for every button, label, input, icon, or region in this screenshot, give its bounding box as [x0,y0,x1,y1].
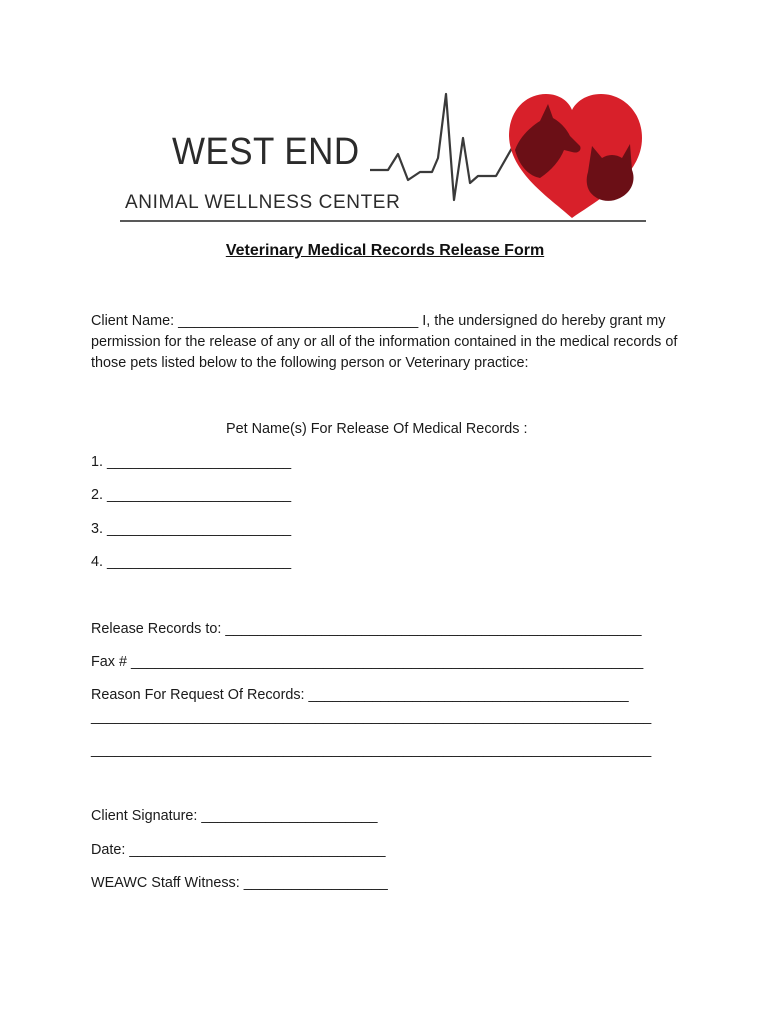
pet-line-2[interactable]: 2. _______________________ [91,487,292,503]
pet-line-4[interactable]: 4. _______________________ [91,554,292,570]
heartbeat-line-icon [370,94,512,200]
release-records-to-field[interactable]: Release Records to: ____________________________________________________ [91,621,642,637]
date-field[interactable]: Date: ________________________________ [91,842,386,858]
pet-line-3[interactable]: 3. _______________________ [91,521,292,537]
pet-line-1[interactable]: 1. _______________________ [91,454,292,470]
reason-line-3[interactable]: ______________________________________________________________________ [91,742,652,758]
reason-line-2[interactable]: ______________________________________________________________________ [91,709,652,725]
pets-heading: Pet Name(s) For Release Of Medical Records : [226,421,528,437]
reason-field[interactable]: Reason For Request Of Records: ________________________________________ [91,687,629,703]
staff-witness-field[interactable]: WEAWC Staff Witness: __________________ [91,875,388,891]
client-signature-field[interactable]: Client Signature: ______________________ [91,808,378,824]
logo-wordmark-line1: WEST END [172,131,360,173]
form-title: Veterinary Medical Records Release Form [225,242,545,259]
fax-field[interactable]: Fax # ________________________________________________________________ [91,654,644,670]
intro-paragraph: Client Name: ______________________________ I, the undersigned do hereby grant my permission for the release of any or all of the information contained in the medical records of those pets listed below to the following person or Veterinary practice: [91,313,678,371]
logo-wordmark-line2: ANIMAL WELLNESS CENTER [125,192,401,213]
